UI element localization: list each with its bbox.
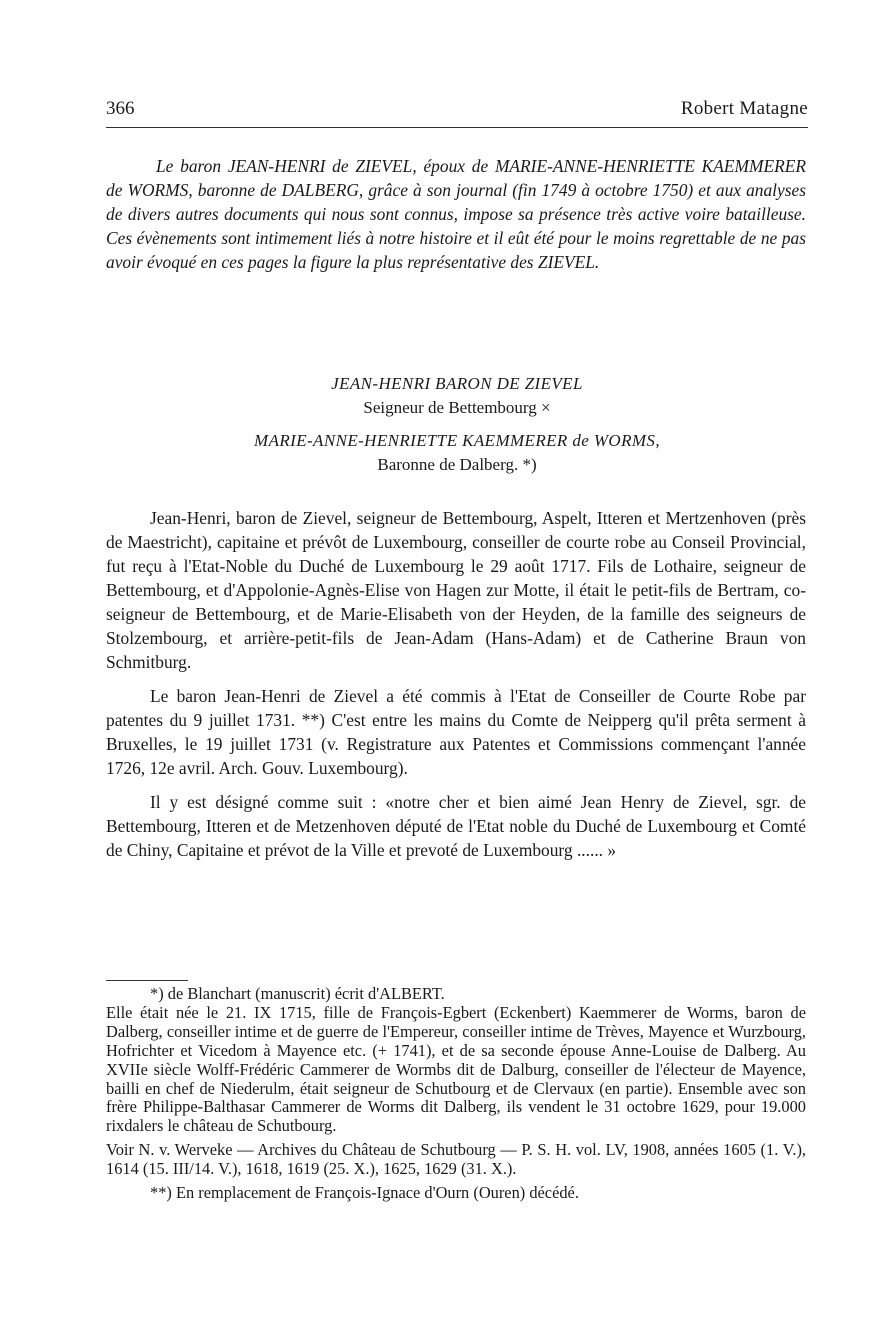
title-line-spouse: MARIE-ANNE-HENRIETTE KAEMMERER de WORMS, [254, 431, 660, 450]
body-paragraph-1: Jean-Henri, baron de Zievel, seigneur de Bettembourg, Aspelt, Itteren et Mertzenhoven (près de Maestricht), capitaine et prévôt de Luxembourg, conseiller de courte robe au Conseil Provincial, fut reçu à l'Etat-Noble du Duché de Luxembourg le 29 août 1717. Fils de Lothaire, seigneur de Bettembourg, et d'Appolonie-Agnès-Elise von Hagen zur Motte, il était le petit-fils de Bertram, co-seigneur de Bettembourg, et de Marie-Elisabeth von der Heyden, de la famille des seigneurs de Stolzembourg, et arrière-petit-fils de Jean-Adam (Hans-Adam) et de Catherine Braun von Schmitburg. [106, 508, 806, 672]
body-paragraph-3: Il y est désigné comme suit : «notre cher et bien aimé Jean Henry de Zievel, sgr. de Bettembourg, Itteren et de Metzenhoven député de l'Etat noble du Duché de Luxembourg et Comté de Chiny, Capitaine et prévot de la Ville et prevoté de Luxembourg ...... » [106, 792, 806, 860]
footnotes [106, 985, 806, 1208]
title-block [106, 372, 808, 477]
footnote-1-second: Elle était née le 21. IX 1715, fille de François-Egbert (Eckenbert) Kaemmerer de Worms, baron de Dalberg, conseiller intime et de guerre de l'Empereur, conseiller intime de Trèves, Mayence et Wurzbourg, Hofrichter et Vicedom à Mayence etc. (+ 1741), et de sa seconde épouse Anne-Louise de Dalberg. Au XVIIe siècle Wolff-Frédéric Cammerer de Wormbs dit de Dalburg, conseiller de l'électeur de Mayence, bailli en chef de Niederulm, était seigneur de Schutbourg et de Clervaux (en partie). Ensemble avec son frère Philippe-Balthasar Cammerer de Worms dit Dalberg, ils vendent le 31 octobre 1629, pour 19.000 rixdalers le château de Schutbourg. [106, 1002, 806, 1136]
title-line-baronne: Baronne de Dalberg. *) [377, 455, 537, 474]
footnote-1-first: *) de Blanchart (manuscrit) écrit d'ALBERT. [150, 984, 445, 1003]
body-paragraph-2: Le baron Jean-Henri de Zievel a été commis à l'Etat de Conseiller de Courte Robe par patentes du 9 juillet 1731. **) C'est entre les mains du Comte de Neipperg qu'il prêta serment à Bruxelles, le 19 juillet 1731 (v. Registrature aux Patentes et Commissions commençant l'année 1726, 12e avril. Arch. Gouv. Luxembourg). [106, 686, 806, 778]
body-text [106, 506, 806, 872]
footnote-rule [106, 980, 188, 981]
page-header [106, 98, 808, 128]
title-gap [106, 420, 808, 429]
title-line-seigneur: Seigneur de Bettembourg × [363, 398, 551, 417]
header-rule [106, 127, 808, 128]
page-number: 366 [106, 98, 135, 119]
intro-paragraph: Le baron JEAN-HENRI de ZIEVEL, époux de MARIE-ANNE-HENRIETTE KAEMMERER de WORMS, baronne de DALBERG, grâce à son journal (fin 1749 à octobre 1750) et aux analyses de divers autres documents qui nous sont connus, impose sa présence très active voire batailleuse. Ces évènements sont intimement liés à notre histoire et il eût été pour le moins regrettable de ne pas avoir évoqué en ces pages la figure la plus représentative des ZIEVEL. [106, 156, 806, 272]
running-head: Robert Matagne [680, 98, 808, 119]
intro-paragraph-block [106, 154, 806, 274]
title-line-name: JEAN-HENRI BARON DE ZIEVEL [331, 374, 583, 393]
footnote-2: **) En remplacement de François-Ignace d'Ourn (Ouren) décédé. [150, 1183, 579, 1203]
footnote-1-third: Voir N. v. Werveke — Archives du Château de Schutbourg — P. S. H. vol. LV, 1908, années 1605 (1. V.), 1614 (15. III/14. V.), 1618, 1619 (25. X.), 1625, 1629 (31. X.). [106, 1140, 806, 1179]
